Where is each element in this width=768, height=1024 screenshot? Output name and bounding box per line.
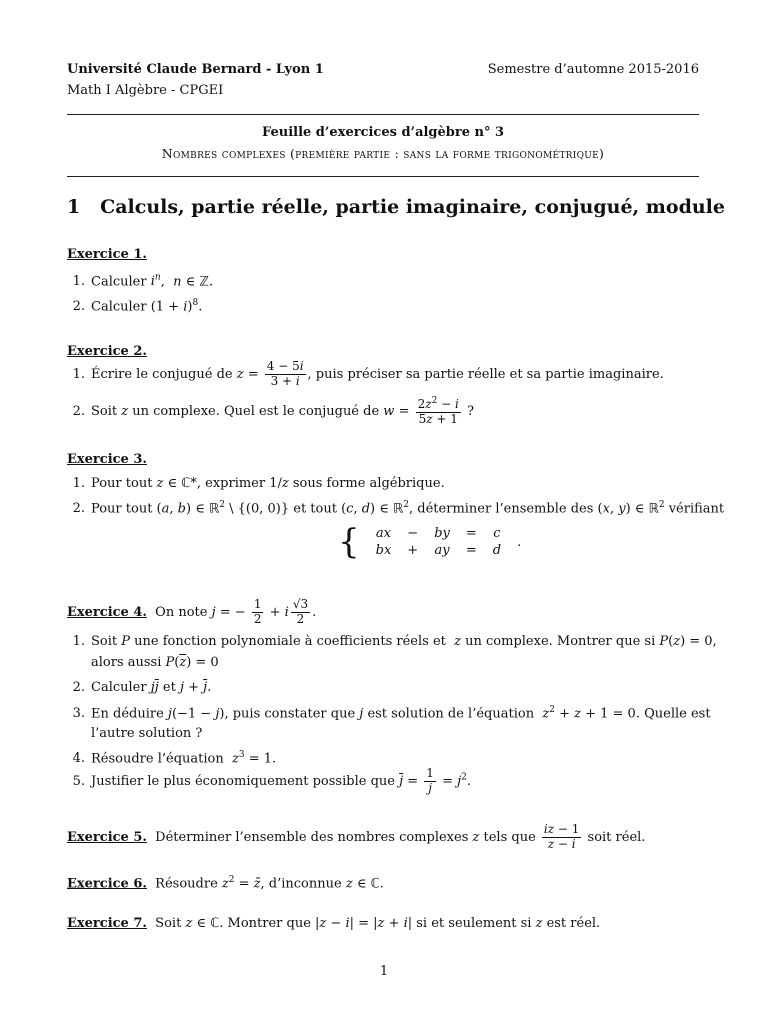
sheet-title: Feuille d’exercices d’algèbre n° 3 (261, 125, 505, 140)
exercise-2-item-2: 2. Soit z un complexe. Quel est le conjugué de w = $\frac{2z^2 - i}{5z + 1}$ ? (72, 396, 474, 426)
exercise-2-item-1: 1. Écrire le conjugué de z = $\frac{4 - 5i}{3 + i}$ , puis préciser sa partie réelle et sa partie imaginaire. (72, 359, 664, 388)
exercise-3-item-1: 1. Pour tout z ∈ ℂ*, exprimer 1/z sous forme algébrique. (72, 476, 445, 491)
linear-system: { ax − by = c . bx + ay = d (338, 522, 522, 562)
bottom-rule (67, 176, 699, 177)
sheet-subtitle: Nombres complexes (première partie : sans la forme trigonométrique) (161, 146, 605, 161)
course-name: Math I Algèbre - CPGEI (67, 83, 224, 98)
exercise-4-item-1: 1. Soit P une fonction polynomiale à coefficients réels et z un complexe. Montrer que si P(z) = 0, (72, 634, 717, 649)
exercise-4-item-3-cont: l’autre solution ? (91, 726, 203, 741)
exercise-4-label: Exercice 4. (67, 604, 147, 620)
exercise-1-item-1: 1. Calculer $i^n$, n ∈ ℤ. (72, 273, 214, 290)
exercise-5: Exercice 5. Déterminer l’ensemble des nombres complexes z tels que $\frac{iz - 1}{z - i}$ soit réel. (67, 822, 646, 851)
exercise-4-item-1-cont: alors aussi $P(\overline{z}) = 0$ (91, 655, 219, 670)
exercise-6-label: Exercice 6. (67, 876, 147, 892)
exercise-2-label: Exercice 2. (67, 344, 147, 359)
exercise-4-item-2: 2. Calculer $j\overline{j}$ et $j + \overline{j}$. (72, 680, 212, 695)
section-number: 1 (67, 196, 81, 218)
exercise-4-item-4: 4. Résoudre l’équation $z^3 = 1$. (72, 750, 277, 767)
exercise-7: Exercice 7. Soit z ∈ ℂ. Montrer que |z − i| = |z + i| si et seulement si z est réel. (67, 916, 601, 931)
exercise-1-label: Exercice 1. (67, 247, 147, 262)
top-rule (67, 114, 699, 115)
exercise-4-intro: Exercice 4. On note j = − $\frac{1}{2}$ + i $\frac{√3}{2}$ . (67, 597, 317, 626)
page-number: 1 (379, 964, 389, 979)
exercise-3-item-2: 2. Pour tout (a, b) ∈ ℝ$^2$ \ {(0, 0)} et tout (c, d) ∈ ℝ$^2$, déterminer l’ensemble des (x, y) ∈ ℝ$^2$ vérifiant (72, 500, 725, 517)
section-title: Calculs, partie réelle, partie imaginaire, conjugué, module (100, 196, 725, 218)
exercise-3-label: Exercice 3. (67, 452, 147, 467)
exercise-4-item-5: 5. Justifier le plus économiquement possible que $\overline{j}$ = $\frac{1}{j}$ = $j^2$. (72, 766, 472, 795)
exercise-1-item-2: 2. Calculer $(1 + i)^8$. (72, 298, 203, 315)
exercise-6: Exercice 6. Résoudre $z^2$ = z̄, d’inconnue z ∈ ℂ. (67, 875, 384, 892)
semester: Semestre d’automne 2015-2016 (487, 62, 699, 77)
exercise-7-label: Exercice 7. (67, 916, 147, 931)
university-name: Université Claude Bernard - Lyon 1 (67, 62, 324, 77)
exercise-4-item-3: 3. En déduire j(−1 − j), puis constater que j est solution de l’équation $z^2 + z + 1 = 0$. Quelle est (72, 705, 711, 722)
section-heading (67, 196, 725, 218)
exercise-5-label: Exercice 5. (67, 829, 147, 845)
